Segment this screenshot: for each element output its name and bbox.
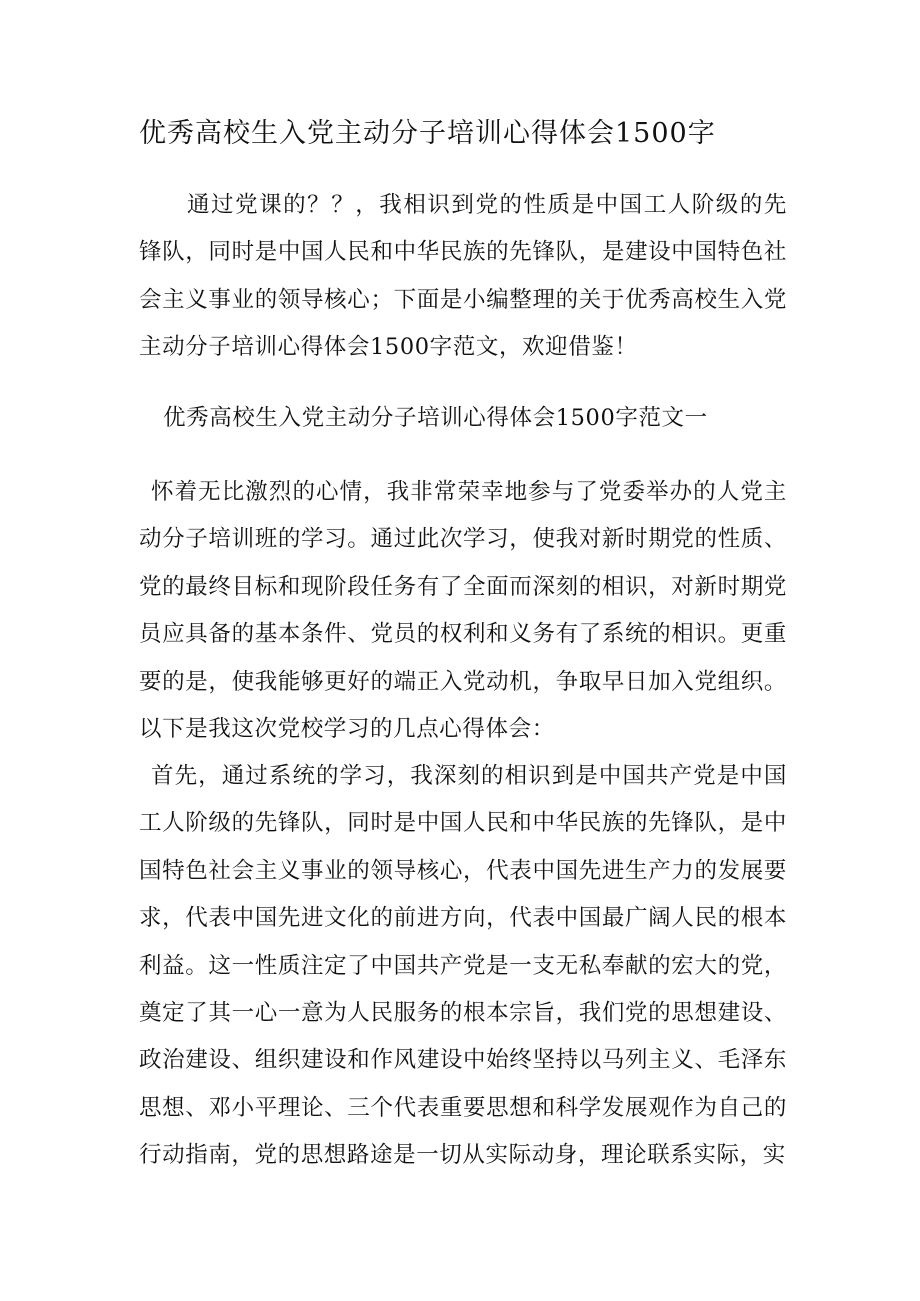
body-paragraph-2: 首先，通过系统的学习，我深刻的相识到是中国共产党是中国工人阶级的先锋队，同时是中国人民和中华民族的先锋队，是中国特色社会主义事业的领导核心，代表中国先进生产力的发展要求，代表中国先进文化的前进方向，代表中国最广阔人民的根本利益。这一性质注定了中国共产党是一支无私奉献的宏大的党，奠定了其一心一意为人民服务的根本宗旨，我们党的思想建设、政治建设、组织建设和作风建设中始终坚持以马列主义、毛泽东思想、邓小平理论、三个代表重要思想和科学发展观作为自己的行动指南，党的思想路途是一切从实际动身，理论联系实际，实 (139, 763, 787, 1169)
body-paragraph-1: 怀着无比激烈的心情，我非常荣幸地参与了党委举办的人党主动分子培训班的学习。通过此次学习，使我对新时期党的性质、党的最终目标和现阶段任务有了全面而深刻的相识，对新时期党员应具备的基本条件、党员的权利和义务有了系统的相识。更重要的是，使我能够更好的端正入党动机，争取早日加入党组织。以下是我这次党校学习的几点心得体会： (139, 479, 787, 743)
intro-paragraph: 通过党课的？？，我相识到党的性质是中国工人阶级的先锋队，同时是中国人民和中华民族的先锋队，是建设中国特色社会主义事业的领导核心；下面是小编整理的关于优秀高校生入党主动分子培训心得体会1500字范文，欢迎借鉴！ (139, 192, 787, 361)
document-title: 优秀高校生入党主动分子培训心得体会1500字 (139, 118, 716, 149)
section-heading: 优秀高校生入党主动分子培训心得体会1500字范文一 (163, 405, 708, 431)
